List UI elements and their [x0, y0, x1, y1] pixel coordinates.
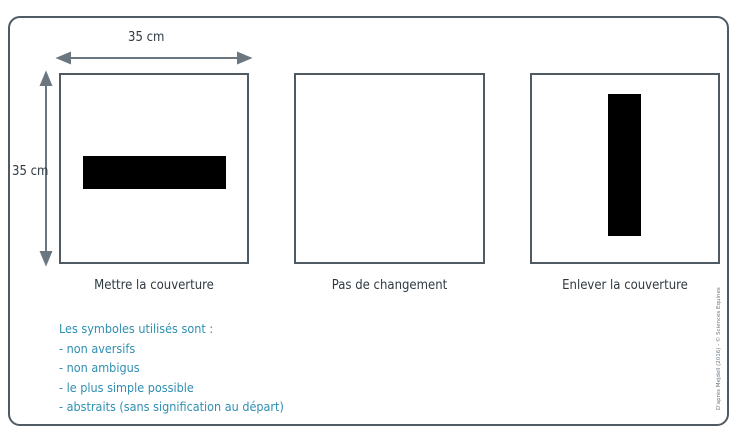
notes-heading: Les symboles utilisés sont : [59, 321, 214, 336]
height-dimension-label: 35 cm [12, 164, 49, 179]
notes-item: - le plus simple possible [59, 379, 194, 395]
width-dimension-label: 35 cm [128, 30, 165, 45]
caption-remove-blanket: Enlever la couverture [562, 278, 688, 293]
notes-item: - non ambigus [59, 360, 140, 375]
symbol-box-no-change [294, 73, 485, 264]
caption-no-change: Pas de changement [331, 278, 448, 293]
image-credit: D'après Mejdell (2016) - © Sciences Equines [716, 287, 722, 410]
notes-item: - non aversifs [59, 340, 136, 356]
vertical-bar-symbol [608, 94, 641, 236]
horizontal-bar-symbol [83, 156, 226, 189]
caption-put-blanket: Mettre la couverture [94, 278, 214, 293]
symbol-notes [59, 319, 284, 417]
notes-item: - abstraits (sans signification au départ) [59, 399, 284, 414]
